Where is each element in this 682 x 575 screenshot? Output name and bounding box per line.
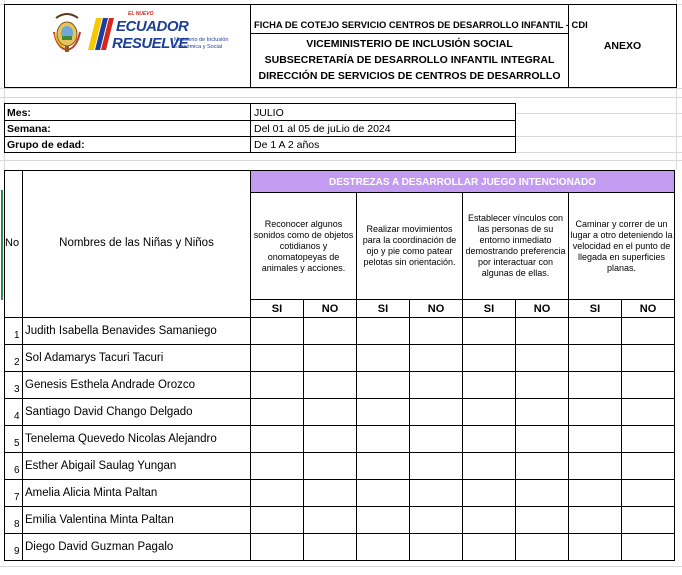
child-name[interactable]: Emilia Valentina Minta Paltan — [25, 514, 174, 526]
no-column-header: No — [5, 237, 20, 249]
coat-of-arms-icon — [52, 12, 82, 54]
no-header: NO — [321, 303, 339, 315]
row-number: 6 — [14, 465, 20, 476]
si-header: SI — [271, 303, 283, 315]
names-column-header: Nombres de las Niñas y Niños — [59, 237, 214, 249]
row-number: 2 — [14, 357, 20, 368]
row-number: 3 — [14, 384, 20, 395]
brand-logo — [88, 10, 189, 56]
header-line1: VICEMINISTERIO DE INCLUSIÓN SOCIAL — [306, 38, 513, 50]
si-header: SI — [483, 303, 495, 315]
si-header: SI — [589, 303, 601, 315]
row-number: 7 — [14, 492, 20, 503]
grupo-label: Grupo de edad: — [7, 139, 85, 151]
annex-label: ANEXO — [603, 40, 642, 52]
row-number: 1 — [14, 330, 20, 341]
mes-label: Mes: — [7, 107, 31, 119]
child-name[interactable]: Amelia Alicia Minta Paltan — [25, 487, 158, 499]
ministry-line1: Ministerio de Inclusión — [174, 37, 229, 43]
grupo-value[interactable]: De 1 A 2 años — [254, 139, 320, 151]
no-header: NO — [427, 303, 445, 315]
child-name[interactable]: Esther Abigail Saulag Yungan — [25, 460, 177, 472]
child-name[interactable]: Judith Isabella Benavides Samaniego — [25, 325, 217, 337]
child-name[interactable]: Santiago David Chango Delgado — [25, 406, 193, 418]
skill-header-3: Establecer vínculos con las personas de su entorno inmediato demostrando preferencia por interactuar con algunas de ellas. — [465, 213, 566, 278]
skill-header-4: Caminar y correr de un lugar a otro deteniendo la velocidad en el punto de llegada en superficies planas. — [570, 218, 673, 273]
si-header: SI — [377, 303, 389, 315]
header-line3: DIRECCIÓN DE SERVICIOS DE CENTROS DE DESARROLLO — [258, 70, 561, 82]
logo — [52, 10, 242, 58]
row-number: 5 — [14, 438, 20, 449]
skill-header-1: Reconocer algunos sonidos como de objetos cotidianos y onomatopeyas de animales y acciones. — [253, 218, 354, 273]
skill-header-2: Realizar movimientos para la coordinación de ojo y pie como patear pelotas sin orientación. — [362, 224, 457, 267]
form-title: FICHA DE COTEJO SERVICIO CENTROS DE DESARROLLO INFANTIL - CDI — [254, 19, 588, 30]
brand-line1: ECUADOR — [116, 18, 189, 35]
child-name[interactable]: Sol Adamarys Tacuri Tacuri — [25, 352, 164, 364]
ministry-line2: Económica y Social — [174, 44, 222, 50]
child-name[interactable]: Genesis Esthela Andrade Orozco — [25, 379, 196, 391]
child-name[interactable]: Tenelema Quevedo Nicolas Alejandro — [25, 433, 217, 445]
section-header: DESTREZAS A DESARROLLAR JUEGO INTENCIONADO — [328, 177, 597, 188]
brand-stripes-icon — [88, 18, 114, 50]
semana-value[interactable]: Del 01 al 05 de juLio de 2024 — [254, 123, 391, 135]
header-line2: SUBSECRETARÍA DE DESARROLLO INFANTIL INTEGRAL — [264, 54, 555, 66]
row-number: 9 — [14, 546, 20, 557]
semana-label: Semana: — [7, 123, 51, 135]
brand-small: EL NUEVO — [128, 11, 154, 17]
mes-value[interactable]: JULIO — [254, 107, 284, 119]
no-header: NO — [533, 303, 551, 315]
no-header: NO — [639, 303, 657, 315]
child-name[interactable]: Diego David Guzman Pagalo — [25, 541, 174, 553]
brand-line2: RESUELVE — [112, 35, 189, 52]
row-number: 8 — [14, 519, 20, 530]
row-number: 4 — [14, 411, 20, 422]
